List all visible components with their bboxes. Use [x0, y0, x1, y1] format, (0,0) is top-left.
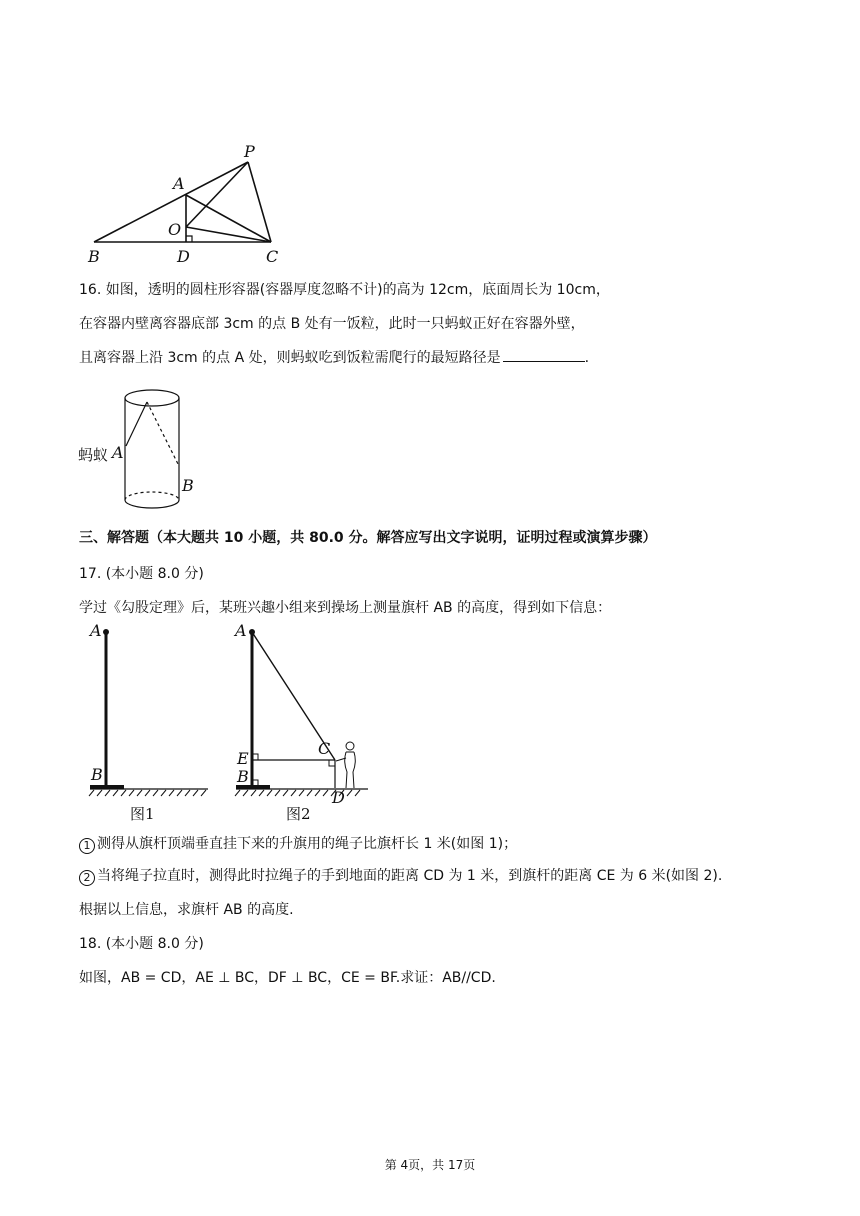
q16-line-1: 16. 如图，透明的圆柱形容器(容器厚度忽略不计)的高为 12cm，底面周长为 10cm，: [79, 282, 610, 298]
fig1-caption: 图1: [130, 805, 155, 823]
q17-header: 17. (本小题 8.0 分): [79, 566, 204, 582]
label-P: P: [244, 142, 255, 161]
fig2-caption: 图2: [286, 805, 311, 823]
fig2-label-A: A: [235, 621, 247, 640]
q17-item-2: [79, 866, 722, 886]
q18-header: 18. (本小题 8.0 分): [79, 936, 204, 952]
fig2-label-B: B: [237, 767, 249, 786]
cyl-label-A: A: [112, 443, 124, 462]
q16-line-3-text: 且离容器上沿 3cm 的点 A 处，则蚂蚁吃到饭粒需爬行的最短路径是: [79, 350, 501, 366]
triangle-figure-q15: [80, 140, 290, 270]
q16-line-3: [79, 348, 589, 368]
q17-intro: 学过《勾股定理》后，某班兴趣小组来到操场上测量旗杆 AB 的高度，得到如下信息：: [79, 600, 612, 616]
section-3-title: 三、解答题（本大题共 10 小题，共 80.0 分。解答应写出文字说明，证明过程或演算步骤）: [79, 530, 657, 546]
cyl-label-B: B: [182, 476, 194, 495]
answer-blank: [503, 349, 585, 362]
label-A: A: [173, 174, 185, 193]
label-D: D: [177, 247, 190, 266]
ant-label: 蚂蚁: [78, 446, 109, 464]
fig1-label-A: A: [90, 621, 102, 640]
q17-item-1: [79, 834, 517, 854]
label-O: O: [168, 220, 182, 239]
page-footer: 第 4页，共 17页: [384, 1158, 476, 1172]
q16-line-2: 在容器内壁离容器底部 3cm 的点 B 处有一饭粒，此时一只蚂蚁正好在容器外壁，: [79, 316, 585, 332]
fig2-label-D: D: [332, 788, 345, 807]
fig2-label-E: E: [237, 749, 249, 768]
q16-line-3-end: .: [584, 350, 590, 366]
item-1-number: 1: [79, 838, 95, 854]
item-2-number: 2: [79, 870, 95, 886]
label-C: C: [266, 247, 279, 266]
flagpole-figures-q17: [80, 620, 380, 830]
cylinder-figure-q16: [76, 384, 206, 514]
q17-item-2-text: 当将绳子拉直时，测得此时拉绳子的手到地面的距离 CD 为 1 米，到旗杆的距离 CE 为 6 米(如图 2).: [97, 868, 723, 884]
q17-ask: 根据以上信息，求旗杆 AB 的高度.: [79, 902, 294, 918]
q17-item-1-text: 测得从旗杆顶端垂直挂下来的升旗用的绳子比旗杆长 1 米(如图 1)；: [97, 836, 518, 852]
label-B: B: [88, 247, 100, 266]
q18-text: 如图，AB = CD，AE ⊥ BC，DF ⊥ BC，CE = BF.求证：AB//CD.: [79, 970, 496, 986]
fig1-label-B: B: [91, 765, 103, 784]
fig2-label-C: C: [318, 739, 331, 758]
